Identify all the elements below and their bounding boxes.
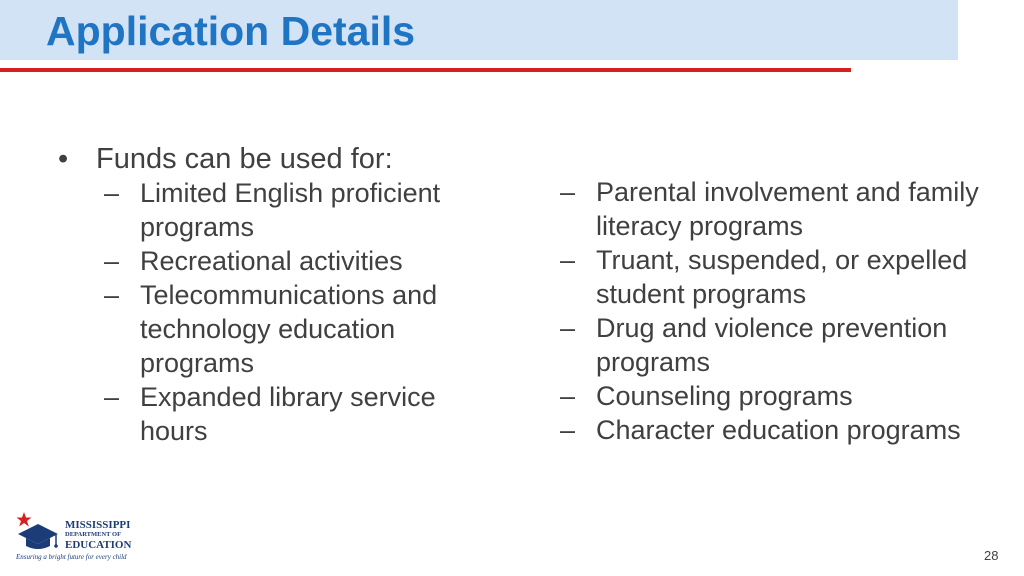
list-item-text: Limited English proficient programs [140,178,441,242]
list-item [560,379,1010,413]
list-item-text: Telecommunications and technology education programs [140,280,438,378]
list-item-text: Truant, suspended, or expelled student programs [596,245,968,309]
logo-tagline: Ensuring a bright future for every child [16,553,127,561]
bullet-heading-text: Funds can be used for: [96,143,393,175]
logo-wordmark [65,520,131,550]
list-item-text: Recreational activities [140,246,403,276]
page-number: 28 [984,548,999,563]
slide-title: Application Details [46,8,416,54]
list-item-text: Character education programs [596,415,961,445]
left-column [58,142,498,448]
bullet-marker: • [58,143,69,175]
title-divider [0,68,851,72]
dash-marker: – [104,178,120,208]
list-item [560,311,1010,379]
dash-marker: – [560,177,576,207]
dash-marker: – [104,246,120,276]
dash-marker: – [560,415,576,445]
list-item [104,244,498,278]
right-sub-list [560,175,1010,447]
list-item [104,176,498,244]
list-item-text: Parental involvement and family literacy programs [596,177,979,241]
right-column [560,175,1010,447]
logo-line-3: EDUCATION [65,539,132,551]
logo-line-2: DEPARTMENT OF [65,531,122,538]
list-item-text: Counseling programs [596,381,853,411]
list-item [560,413,1010,447]
dash-marker: – [104,280,120,310]
graduation-cap-star-icon [14,510,64,554]
list-item [560,243,1010,311]
dash-marker: – [104,382,120,412]
dash-marker: – [560,245,576,275]
list-item [104,278,498,380]
dash-marker: – [560,381,576,411]
left-sub-list [58,176,498,448]
list-item-text: Expanded library service hours [140,382,436,446]
dash-marker: – [560,313,576,343]
list-item-text: Drug and violence prevention programs [596,313,948,377]
mde-logo [14,510,134,566]
list-item [560,175,1010,243]
logo-line-1: MISSISSIPPI [65,519,131,531]
bullet-heading [58,142,498,176]
list-item [104,380,498,448]
